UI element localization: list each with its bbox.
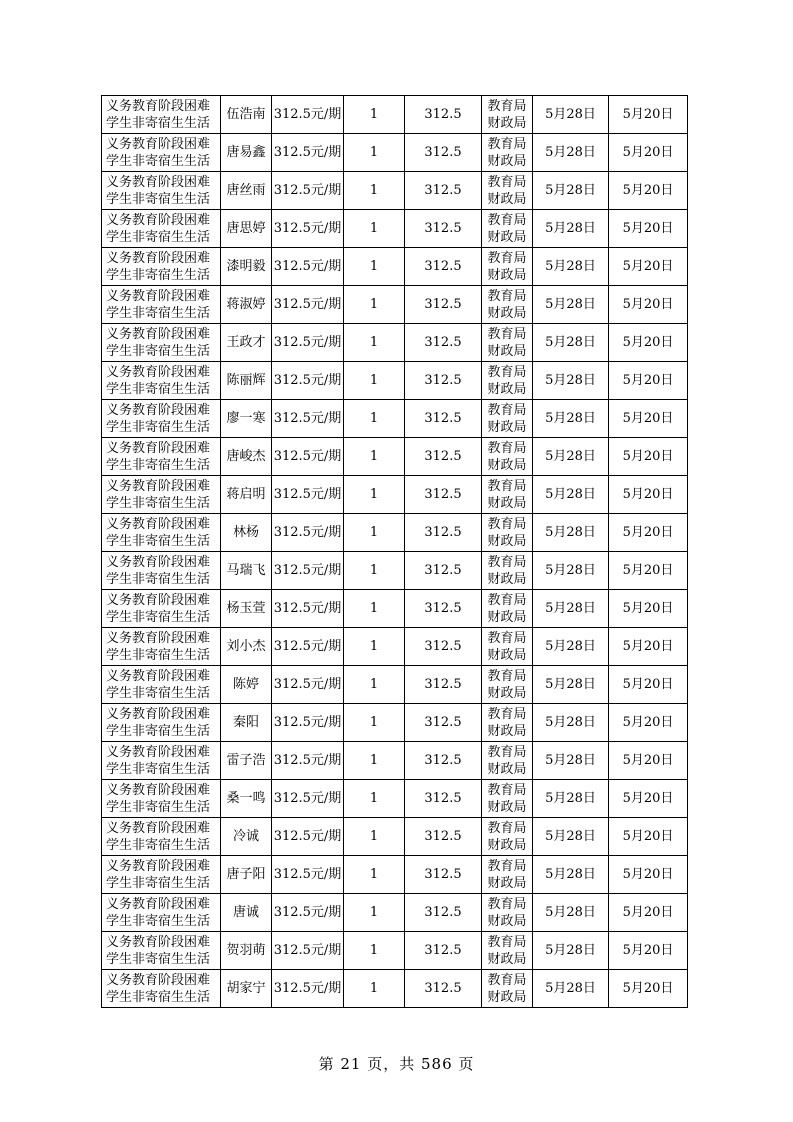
department-cell: 教育局财政局: [482, 742, 533, 780]
name-cell: 唐峻杰: [221, 438, 272, 476]
name-cell: 唐诚: [221, 894, 272, 932]
date2-cell: 5月20日: [609, 324, 688, 362]
date2-cell: 5月20日: [609, 666, 688, 704]
quantity-cell: 1: [344, 666, 405, 704]
standard-cell: 312.5元/期: [272, 970, 344, 1008]
table-row: [102, 248, 688, 286]
table-row: [102, 134, 688, 172]
quantity-cell: 1: [344, 894, 405, 932]
table-row: [102, 628, 688, 666]
date2-cell: 5月20日: [609, 438, 688, 476]
quantity-cell: 1: [344, 134, 405, 172]
amount-cell: 312.5: [405, 704, 482, 742]
amount-cell: 312.5: [405, 628, 482, 666]
name-cell: 冷诚: [221, 818, 272, 856]
amount-cell: 312.5: [405, 286, 482, 324]
date1-cell: 5月28日: [533, 628, 609, 666]
standard-cell: 312.5元/期: [272, 248, 344, 286]
quantity-cell: 1: [344, 590, 405, 628]
amount-cell: 312.5: [405, 96, 482, 134]
department-cell: 教育局财政局: [482, 172, 533, 210]
date2-cell: 5月20日: [609, 932, 688, 970]
name-cell: 马瑞飞: [221, 552, 272, 590]
department-cell: 教育局财政局: [482, 96, 533, 134]
date1-cell: 5月28日: [533, 894, 609, 932]
project-cell: 义务教育阶段困难学生非寄宿生生活: [102, 134, 221, 172]
standard-cell: 312.5元/期: [272, 514, 344, 552]
department-cell: 教育局财政局: [482, 856, 533, 894]
department-cell: 教育局财政局: [482, 970, 533, 1008]
standard-cell: 312.5元/期: [272, 324, 344, 362]
date1-cell: 5月28日: [533, 818, 609, 856]
project-cell: 义务教育阶段困难学生非寄宿生生活: [102, 856, 221, 894]
quantity-cell: 1: [344, 248, 405, 286]
table-row: [102, 400, 688, 438]
department-cell: 教育局财政局: [482, 362, 533, 400]
amount-cell: 312.5: [405, 248, 482, 286]
date1-cell: 5月28日: [533, 362, 609, 400]
name-cell: 陈丽辉: [221, 362, 272, 400]
quantity-cell: 1: [344, 210, 405, 248]
name-cell: 贺羽萌: [221, 932, 272, 970]
amount-cell: 312.5: [405, 400, 482, 438]
date1-cell: 5月28日: [533, 932, 609, 970]
standard-cell: 312.5元/期: [272, 856, 344, 894]
amount-cell: 312.5: [405, 742, 482, 780]
date1-cell: 5月28日: [533, 286, 609, 324]
quantity-cell: 1: [344, 362, 405, 400]
standard-cell: 312.5元/期: [272, 704, 344, 742]
standard-cell: 312.5元/期: [272, 286, 344, 324]
standard-cell: 312.5元/期: [272, 666, 344, 704]
date2-cell: 5月20日: [609, 514, 688, 552]
quantity-cell: 1: [344, 704, 405, 742]
table-row: [102, 210, 688, 248]
table-row: [102, 742, 688, 780]
date1-cell: 5月28日: [533, 210, 609, 248]
quantity-cell: 1: [344, 552, 405, 590]
quantity-cell: 1: [344, 514, 405, 552]
name-cell: 蒋淑婷: [221, 286, 272, 324]
date2-cell: 5月20日: [609, 894, 688, 932]
date2-cell: 5月20日: [609, 172, 688, 210]
name-cell: 杨玉萱: [221, 590, 272, 628]
table-row: [102, 932, 688, 970]
table-row: [102, 438, 688, 476]
date1-cell: 5月28日: [533, 248, 609, 286]
table-row: [102, 818, 688, 856]
amount-cell: 312.5: [405, 362, 482, 400]
standard-cell: 312.5元/期: [272, 438, 344, 476]
project-cell: 义务教育阶段困难学生非寄宿生生活: [102, 438, 221, 476]
date1-cell: 5月28日: [533, 666, 609, 704]
amount-cell: 312.5: [405, 856, 482, 894]
project-cell: 义务教育阶段困难学生非寄宿生生活: [102, 514, 221, 552]
project-cell: 义务教育阶段困难学生非寄宿生生活: [102, 742, 221, 780]
date1-cell: 5月28日: [533, 438, 609, 476]
quantity-cell: 1: [344, 970, 405, 1008]
standard-cell: 312.5元/期: [272, 172, 344, 210]
department-cell: 教育局财政局: [482, 932, 533, 970]
project-cell: 义务教育阶段困难学生非寄宿生生活: [102, 476, 221, 514]
standard-cell: 312.5元/期: [272, 96, 344, 134]
date1-cell: 5月28日: [533, 552, 609, 590]
name-cell: 王政才: [221, 324, 272, 362]
project-cell: 义务教育阶段困难学生非寄宿生生活: [102, 210, 221, 248]
project-cell: 义务教育阶段困难学生非寄宿生生活: [102, 552, 221, 590]
project-cell: 义务教育阶段困难学生非寄宿生生活: [102, 818, 221, 856]
date2-cell: 5月20日: [609, 476, 688, 514]
date1-cell: 5月28日: [533, 400, 609, 438]
name-cell: 刘小杰: [221, 628, 272, 666]
project-cell: 义务教育阶段困难学生非寄宿生生活: [102, 96, 221, 134]
standard-cell: 312.5元/期: [272, 134, 344, 172]
standard-cell: 312.5元/期: [272, 628, 344, 666]
amount-cell: 312.5: [405, 476, 482, 514]
quantity-cell: 1: [344, 628, 405, 666]
amount-cell: 312.5: [405, 210, 482, 248]
project-cell: 义务教育阶段困难学生非寄宿生生活: [102, 400, 221, 438]
department-cell: 教育局财政局: [482, 438, 533, 476]
amount-cell: 312.5: [405, 894, 482, 932]
date2-cell: 5月20日: [609, 628, 688, 666]
date1-cell: 5月28日: [533, 704, 609, 742]
name-cell: 桑一鸣: [221, 780, 272, 818]
date2-cell: 5月20日: [609, 590, 688, 628]
date1-cell: 5月28日: [533, 476, 609, 514]
name-cell: 林杨: [221, 514, 272, 552]
date1-cell: 5月28日: [533, 324, 609, 362]
date2-cell: 5月20日: [609, 210, 688, 248]
amount-cell: 312.5: [405, 780, 482, 818]
date2-cell: 5月20日: [609, 362, 688, 400]
department-cell: 教育局财政局: [482, 248, 533, 286]
quantity-cell: 1: [344, 780, 405, 818]
date1-cell: 5月28日: [533, 590, 609, 628]
project-cell: 义务教育阶段困难学生非寄宿生生活: [102, 932, 221, 970]
table-row: [102, 324, 688, 362]
quantity-cell: 1: [344, 400, 405, 438]
name-cell: 胡家宁: [221, 970, 272, 1008]
amount-cell: 312.5: [405, 932, 482, 970]
table-row: [102, 476, 688, 514]
project-cell: 义务教育阶段困难学生非寄宿生生活: [102, 666, 221, 704]
date2-cell: 5月20日: [609, 780, 688, 818]
date2-cell: 5月20日: [609, 742, 688, 780]
amount-cell: 312.5: [405, 172, 482, 210]
name-cell: 蒋启明: [221, 476, 272, 514]
amount-cell: 312.5: [405, 438, 482, 476]
date2-cell: 5月20日: [609, 818, 688, 856]
date1-cell: 5月28日: [533, 172, 609, 210]
table-row: [102, 780, 688, 818]
quantity-cell: 1: [344, 476, 405, 514]
amount-cell: 312.5: [405, 324, 482, 362]
department-cell: 教育局财政局: [482, 400, 533, 438]
table-row: [102, 970, 688, 1008]
quantity-cell: 1: [344, 856, 405, 894]
table-row: [102, 590, 688, 628]
table-row: [102, 286, 688, 324]
project-cell: 义务教育阶段困难学生非寄宿生生活: [102, 324, 221, 362]
standard-cell: 312.5元/期: [272, 780, 344, 818]
standard-cell: 312.5元/期: [272, 894, 344, 932]
quantity-cell: 1: [344, 96, 405, 134]
department-cell: 教育局财政局: [482, 894, 533, 932]
department-cell: 教育局财政局: [482, 286, 533, 324]
project-cell: 义务教育阶段困难学生非寄宿生生活: [102, 248, 221, 286]
date2-cell: 5月20日: [609, 704, 688, 742]
standard-cell: 312.5元/期: [272, 742, 344, 780]
name-cell: 伍浩南: [221, 96, 272, 134]
name-cell: 廖一寒: [221, 400, 272, 438]
standard-cell: 312.5元/期: [272, 590, 344, 628]
amount-cell: 312.5: [405, 552, 482, 590]
table-row: [102, 96, 688, 134]
table-row: [102, 894, 688, 932]
name-cell: 陈婷: [221, 666, 272, 704]
date1-cell: 5月28日: [533, 742, 609, 780]
amount-cell: 312.5: [405, 970, 482, 1008]
standard-cell: 312.5元/期: [272, 362, 344, 400]
date1-cell: 5月28日: [533, 780, 609, 818]
name-cell: 唐易鑫: [221, 134, 272, 172]
quantity-cell: 1: [344, 286, 405, 324]
date2-cell: 5月20日: [609, 970, 688, 1008]
amount-cell: 312.5: [405, 590, 482, 628]
department-cell: 教育局财政局: [482, 210, 533, 248]
table-row: [102, 362, 688, 400]
department-cell: 教育局财政局: [482, 704, 533, 742]
department-cell: 教育局财政局: [482, 324, 533, 362]
project-cell: 义务教育阶段困难学生非寄宿生生活: [102, 628, 221, 666]
department-cell: 教育局财政局: [482, 590, 533, 628]
project-cell: 义务教育阶段困难学生非寄宿生生活: [102, 704, 221, 742]
department-cell: 教育局财政局: [482, 818, 533, 856]
name-cell: 漆明毅: [221, 248, 272, 286]
date2-cell: 5月20日: [609, 248, 688, 286]
project-cell: 义务教育阶段困难学生非寄宿生生活: [102, 172, 221, 210]
date1-cell: 5月28日: [533, 514, 609, 552]
amount-cell: 312.5: [405, 666, 482, 704]
department-cell: 教育局财政局: [482, 134, 533, 172]
date2-cell: 5月20日: [609, 400, 688, 438]
amount-cell: 312.5: [405, 134, 482, 172]
table-row: [102, 514, 688, 552]
name-cell: 唐子阳: [221, 856, 272, 894]
quantity-cell: 1: [344, 172, 405, 210]
date2-cell: 5月20日: [609, 552, 688, 590]
department-cell: 教育局财政局: [482, 476, 533, 514]
department-cell: 教育局财政局: [482, 780, 533, 818]
date1-cell: 5月28日: [533, 96, 609, 134]
project-cell: 义务教育阶段困难学生非寄宿生生活: [102, 590, 221, 628]
department-cell: 教育局财政局: [482, 628, 533, 666]
project-cell: 义务教育阶段困难学生非寄宿生生活: [102, 362, 221, 400]
name-cell: 唐丝雨: [221, 172, 272, 210]
date2-cell: 5月20日: [609, 134, 688, 172]
standard-cell: 312.5元/期: [272, 818, 344, 856]
table-row: [102, 172, 688, 210]
quantity-cell: 1: [344, 438, 405, 476]
quantity-cell: 1: [344, 742, 405, 780]
department-cell: 教育局财政局: [482, 552, 533, 590]
table-row: [102, 552, 688, 590]
subsidy-table: [101, 95, 688, 1008]
standard-cell: 312.5元/期: [272, 476, 344, 514]
date2-cell: 5月20日: [609, 96, 688, 134]
project-cell: 义务教育阶段困难学生非寄宿生生活: [102, 780, 221, 818]
amount-cell: 312.5: [405, 818, 482, 856]
name-cell: 雷子浩: [221, 742, 272, 780]
amount-cell: 312.5: [405, 514, 482, 552]
department-cell: 教育局财政局: [482, 666, 533, 704]
date2-cell: 5月20日: [609, 856, 688, 894]
project-cell: 义务教育阶段困难学生非寄宿生生活: [102, 894, 221, 932]
date1-cell: 5月28日: [533, 970, 609, 1008]
date1-cell: 5月28日: [533, 134, 609, 172]
table-row: [102, 856, 688, 894]
table-body: [102, 96, 688, 1008]
project-cell: 义务教育阶段困难学生非寄宿生生活: [102, 970, 221, 1008]
table-row: [102, 704, 688, 742]
page-footer: 第 21 页，共 586 页: [318, 1055, 475, 1073]
project-cell: 义务教育阶段困难学生非寄宿生生活: [102, 286, 221, 324]
name-cell: 秦阳: [221, 704, 272, 742]
quantity-cell: 1: [344, 324, 405, 362]
standard-cell: 312.5元/期: [272, 932, 344, 970]
date1-cell: 5月28日: [533, 856, 609, 894]
quantity-cell: 1: [344, 932, 405, 970]
date2-cell: 5月20日: [609, 286, 688, 324]
standard-cell: 312.5元/期: [272, 400, 344, 438]
name-cell: 唐思婷: [221, 210, 272, 248]
standard-cell: 312.5元/期: [272, 210, 344, 248]
department-cell: 教育局财政局: [482, 514, 533, 552]
standard-cell: 312.5元/期: [272, 552, 344, 590]
table-row: [102, 666, 688, 704]
quantity-cell: 1: [344, 818, 405, 856]
